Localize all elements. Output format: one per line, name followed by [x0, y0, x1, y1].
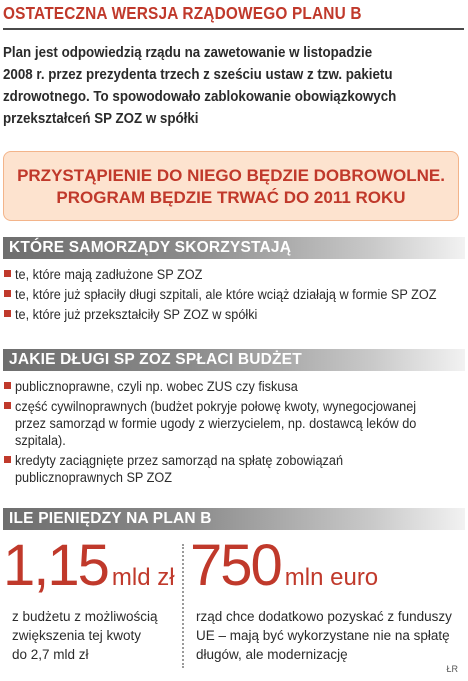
title-divider: [3, 28, 464, 30]
stat-divider: [182, 544, 184, 668]
intro-line: 2008 r. przez prezydenta trzech z sześciu ustaw z tzw. pakietu: [3, 67, 393, 83]
list-item: [3, 398, 468, 449]
stat-desc-line: UE – mają być wykorzystane nie na spłatę: [196, 628, 450, 643]
stat-budget-desc: [12, 607, 158, 664]
intro-line: Plan jest odpowiedzią rządu na zawetowanie w listopadzie: [3, 45, 373, 61]
list-item-text: [15, 398, 446, 449]
samorzady-list: [3, 266, 468, 326]
stat-desc-line: do 2,7 mld zł: [12, 647, 89, 662]
list-item-text: te, które mają zadłużone SP ZOZ: [15, 267, 203, 282]
list-item-text: te, które już przekształciły SP ZOZ w spółki: [15, 307, 258, 322]
list-item-text: [15, 452, 446, 486]
stat-number: 750: [190, 533, 281, 598]
list-item: [3, 452, 468, 486]
section-heading-samorzady: KTÓRE SAMORZĄDY SKORZYSTAJĄ: [3, 237, 465, 259]
intro-line: przekształceń SP ZOZ w spółki: [3, 111, 199, 127]
intro-paragraph: [3, 42, 435, 130]
bullet-square: [4, 270, 11, 277]
list-item-line: szpitala).: [15, 433, 66, 448]
author-credit: ŁR: [446, 664, 458, 674]
list-item-line: publicznoprawne, czyli np. wobec ZUS czy fiskusa: [15, 379, 298, 394]
bullet-square: [4, 382, 11, 389]
callout-box: [3, 151, 459, 221]
stat-desc-line: z budżetu z możliwością: [12, 609, 158, 624]
stat-eu-value: [190, 532, 378, 599]
section-heading-pieniadze: ILE PIENIĘDZY NA PLAN B: [3, 508, 465, 530]
callout-line: PRZYSTĄPIENIE DO NIEGO BĘDZIE DOBROWOLNE.: [17, 166, 445, 185]
list-item-line: przez samorząd w formie ugody z wierzycielem, np. dostawcą leków do: [15, 416, 417, 431]
page-title: OSTATECZNA WERSJA RZĄDOWEGO PLANU B: [3, 3, 362, 23]
stat-desc-line: zwiększenia tej kwoty: [12, 628, 142, 643]
bullet-square: [4, 402, 11, 409]
stat-desc-line: rząd chce dodatkowo pozyskać z funduszy: [196, 609, 452, 624]
intro-line: zdrowotnego. To spowodowało zablokowanie obowiązkowych: [3, 89, 397, 105]
stat-eu-desc: [196, 607, 452, 664]
bullet-square: [4, 310, 11, 317]
list-item-line: publicznoprawnych SP ZOZ: [15, 470, 173, 485]
callout-line: PROGRAM BĘDZIE TRWAĆ DO 2011 ROKU: [56, 188, 406, 207]
dlugi-list: [3, 378, 468, 489]
list-item-text: [15, 378, 446, 395]
section-heading-dlugi: JAKIE DŁUGI SP ZOZ SPŁACI BUDŻET: [3, 349, 465, 371]
bullet-square: [4, 290, 11, 297]
list-item-line: kredyty zaciągnięte przez samorząd na spłatę zobowiązań: [15, 453, 344, 468]
stat-budget-value: [3, 532, 175, 599]
stat-unit: mld zł: [111, 564, 175, 591]
list-item: [3, 286, 468, 303]
list-item: [3, 266, 468, 283]
stat-desc-line: długów, ale modernizację: [196, 647, 348, 662]
stat-number: 1,15: [3, 533, 108, 598]
list-item-text: te, które już spłaciły długi szpitali, ale które wciąż działają w formie SP ZOZ: [15, 287, 437, 302]
stat-unit: mln euro: [284, 564, 379, 591]
list-item: [3, 378, 468, 395]
bullet-square: [4, 456, 11, 463]
list-item-line: część cywilnoprawnych (budżet pokryje połowę kwoty, wynegocjowanej: [15, 399, 417, 414]
list-item: [3, 306, 468, 323]
